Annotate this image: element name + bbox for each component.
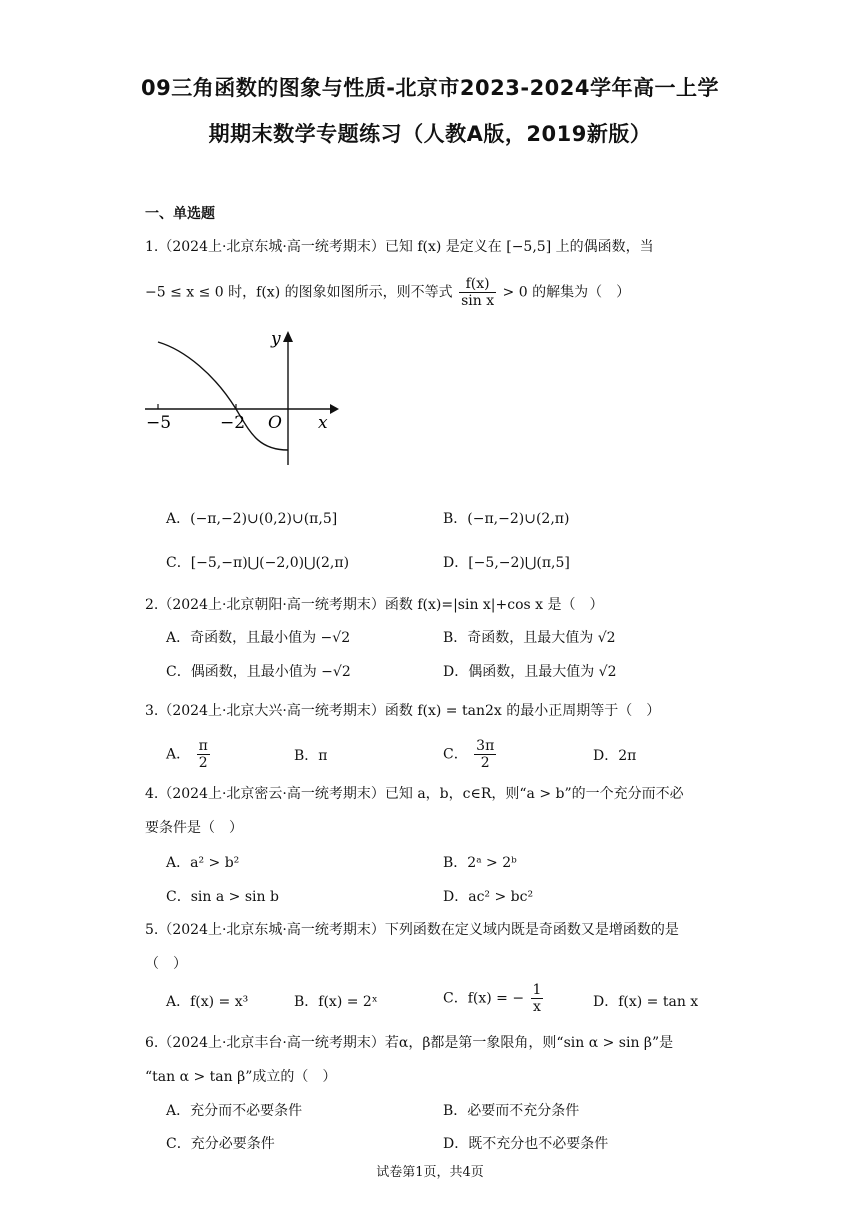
minus2-label: −2 — [220, 413, 246, 433]
q1-stem-tail: > 0 的解集为（ ） — [502, 284, 631, 301]
page-title-line1: 09三角函数的图象与性质-北京市2023-2024学年高一上学 — [140, 76, 720, 100]
q5-option-b: B．f(x) = 2ˣ — [294, 994, 378, 1010]
q3-option-b: B．π — [294, 748, 328, 764]
x-label: x — [318, 413, 328, 433]
q3-a-denominator: 2 — [198, 755, 208, 771]
q6-option-c: C．充分必要条件 — [166, 1136, 275, 1152]
q5-option-c — [443, 982, 545, 1015]
q3-c-numerator: 3π — [476, 738, 495, 754]
q1-option-c: C．[−5,−π)⋃(−2,0)⋃(2,π) — [166, 555, 350, 571]
q1-option-a: A．(−π,−2)∪(0,2)∪(π,5] — [166, 511, 338, 527]
q3-option-a-fraction — [197, 738, 210, 771]
q2-option-a: A．奇函数，且最小值为 −√2 — [166, 630, 351, 646]
minus5-label: −5 — [146, 413, 172, 433]
q5-option-a: A．f(x) = x³ — [166, 994, 249, 1010]
q4-stem-line2: 要条件是（ ） — [145, 820, 243, 836]
q3-option-c — [443, 738, 498, 771]
q4-option-c: C．sin a > sin b — [166, 889, 279, 905]
q3-c-denominator: 2 — [480, 755, 490, 771]
q4-option-b: B．2ᵃ > 2ᵇ — [443, 855, 517, 871]
q6-stem-line2: “tan α > tan β”成立的（ ） — [145, 1069, 337, 1085]
q1-stem-line2 — [145, 276, 630, 309]
q6-option-a: A．充分而不必要条件 — [166, 1103, 303, 1119]
origin-label: O — [268, 413, 282, 433]
q1-fraction — [459, 276, 496, 309]
q6-option-d: D．既不充分也不必要条件 — [443, 1136, 609, 1152]
page-title-line2: 期期末数学专题练习（人教A版，2019新版） — [208, 122, 652, 146]
q6-option-b: B．必要而不充分条件 — [443, 1103, 580, 1119]
q1-fraction-numerator: f(x) — [459, 276, 496, 293]
q3-option-d: D．2π — [593, 748, 637, 764]
q5-option-c-fraction — [531, 982, 544, 1015]
q4-option-a: A．a² > b² — [166, 855, 240, 871]
q1-stem-text: −5 ≤ x ≤ 0 时，f(x) 的图象如图所示，则不等式 — [145, 284, 453, 301]
q6-stem-line1: 6.（2024上·北京丰台·高一统考期末）若α，β都是第一象限角，则“sin α > sin β”是 — [145, 1035, 674, 1051]
q5-stem-line1: 5.（2024上·北京东城·高一统考期末）下列函数在定义域内既是奇函数又是增函数的是 — [145, 922, 679, 938]
q4-stem-line1: 4.（2024上·北京密云·高一统考期末）已知 a，b，c∈R，则“a > b”的一个充分而不必 — [145, 786, 684, 802]
q3-stem: 3.（2024上·北京大兴·高一统考期末）函数 f(x) = tan2x 的最小正周期等于（ ） — [145, 703, 661, 719]
q5-stem-line2: （ ） — [145, 956, 187, 972]
q5-c-numerator: 1 — [532, 982, 542, 998]
q5-option-c-label: C．f(x) = − — [443, 990, 525, 1007]
q2-option-c: C．偶函数，且最小值为 −√2 — [166, 664, 351, 680]
function-graph — [140, 320, 350, 485]
y-label: y — [271, 329, 281, 349]
q1-fraction-denominator: sin x — [461, 293, 495, 309]
q1-stem-line1: 1.（2024上·北京东城·高一统考期末）已知 f(x) 是定义在 [−5,5] 上的偶函数，当 — [145, 239, 654, 255]
q5-c-denominator: x — [533, 999, 541, 1015]
y-axis-arrow — [283, 331, 293, 342]
q2-option-d: D．偶函数，且最大值为 √2 — [443, 664, 617, 680]
q2-stem: 2.（2024上·北京朝阳·高一统考期末）函数 f(x)=|sin x|+cos x 是（ ） — [145, 597, 604, 613]
q1-option-d: D．[−5,−2)⋃(π,5] — [443, 555, 570, 571]
q3-a-numerator: π — [198, 738, 208, 754]
q3-option-c-fraction — [474, 738, 496, 771]
q2-option-b: B．奇函数，且最大值为 √2 — [443, 630, 616, 646]
q3-option-c-label: C． — [443, 746, 468, 763]
q3-option-a — [166, 738, 212, 771]
q5-option-d: D．f(x) = tan x — [593, 994, 699, 1010]
x-axis-arrow — [330, 404, 339, 414]
q3-option-a-label: A． — [166, 746, 191, 763]
q4-option-d: D．ac² > bc² — [443, 889, 534, 905]
page-footer: 试卷第1页，共4页 — [376, 1165, 484, 1180]
q1-option-b: B．(−π,−2)∪(2,π) — [443, 511, 570, 527]
function-curve — [158, 342, 288, 450]
section-heading: 一、单选题 — [145, 206, 215, 222]
